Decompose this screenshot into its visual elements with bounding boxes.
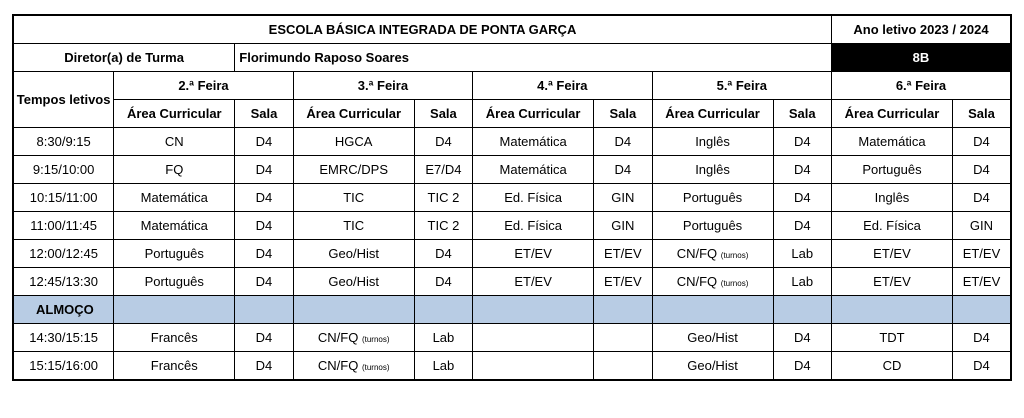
day-header: 2.ª Feira	[114, 72, 293, 100]
subject-cell	[114, 128, 235, 156]
subject-cell	[473, 128, 594, 156]
room-cell: D4	[773, 184, 831, 212]
day-header: 5.ª Feira	[652, 72, 831, 100]
subject-cell	[473, 184, 594, 212]
room-cell: D4	[773, 128, 831, 156]
subject-cell	[114, 324, 235, 352]
room-column-header: Sala	[773, 100, 831, 128]
subject-name: Português	[862, 162, 922, 177]
subject-name: Matemática	[140, 218, 208, 233]
lunch-cell	[831, 296, 952, 324]
subject-name: Geo/Hist	[328, 274, 379, 289]
room-cell: ET/EV	[594, 268, 652, 296]
room-cell: D4	[235, 212, 293, 240]
subject-name: CD	[882, 358, 902, 373]
subject-name: Matemática	[858, 134, 926, 149]
room-cell: D4	[594, 156, 652, 184]
subject-cell	[473, 268, 594, 296]
subject-name: Português	[144, 246, 204, 261]
time-slot: 10:15/11:00	[13, 184, 114, 212]
subject-cell	[114, 156, 235, 184]
room-cell: D4	[235, 352, 293, 381]
schedule-row	[13, 352, 1011, 381]
time-slot: 12:45/13:30	[13, 268, 114, 296]
subject-name: Inglês	[695, 134, 730, 149]
subject-note: (turnos)	[361, 335, 390, 344]
subject-cell	[831, 212, 952, 240]
subject-cell	[652, 128, 773, 156]
subject-cell	[114, 212, 235, 240]
subject-name: Matemática	[499, 162, 567, 177]
subject-name: EMRC/DPS	[319, 162, 389, 177]
lunch-cell	[293, 296, 414, 324]
schedule-row	[13, 324, 1011, 352]
subject-column-header: Área Curricular	[473, 100, 594, 128]
schedule-row	[13, 240, 1011, 268]
subject-name: ET/EV	[514, 274, 552, 289]
subject-cell	[473, 324, 594, 352]
subject-name: ET/EV	[873, 274, 911, 289]
subject-name: CN/FQ	[676, 274, 718, 289]
subject-name: Português	[682, 218, 743, 233]
subject-name: Geo/Hist	[687, 330, 738, 345]
time-slot: 14:30/15:15	[13, 324, 114, 352]
subject-name: Geo/Hist	[687, 358, 738, 373]
subject-cell	[473, 212, 594, 240]
room-cell: D4	[594, 128, 652, 156]
subject-cell	[473, 240, 594, 268]
room-cell: D4	[773, 212, 831, 240]
subject-cell	[293, 184, 414, 212]
room-cell: D4	[235, 240, 293, 268]
room-column-header: Sala	[235, 100, 293, 128]
subject-name: TIC	[343, 218, 365, 233]
subject-note: (turnos)	[720, 251, 749, 260]
subject-name: Português	[682, 190, 743, 205]
room-cell: TIC 2	[414, 184, 472, 212]
room-cell	[594, 324, 652, 352]
subject-name: Matemática	[499, 134, 567, 149]
subject-cell	[293, 128, 414, 156]
subject-cell	[293, 240, 414, 268]
lunch-cell	[952, 296, 1011, 324]
subject-name: Inglês	[695, 162, 730, 177]
day-header: 3.ª Feira	[293, 72, 472, 100]
subject-cell	[114, 240, 235, 268]
room-cell: Lab	[773, 268, 831, 296]
room-cell: TIC 2	[414, 212, 472, 240]
subject-cell	[831, 324, 952, 352]
subject-column-header: Área Curricular	[652, 100, 773, 128]
room-cell: ET/EV	[594, 240, 652, 268]
subject-name: Ed. Física	[504, 190, 563, 205]
lunch-cell	[473, 296, 594, 324]
time-slot: 11:00/11:45	[13, 212, 114, 240]
room-cell: D4	[952, 352, 1011, 381]
lunch-cell	[414, 296, 472, 324]
subject-name: HGCA	[334, 134, 373, 149]
room-cell: D4	[235, 324, 293, 352]
room-cell: D4	[773, 324, 831, 352]
subject-cell	[293, 212, 414, 240]
room-cell: Lab	[414, 324, 472, 352]
room-column-header: Sala	[594, 100, 652, 128]
lunch-cell	[773, 296, 831, 324]
class-badge: 8B	[831, 44, 1011, 72]
room-cell: ET/EV	[952, 268, 1011, 296]
lunch-label: ALMOÇO	[13, 296, 114, 324]
subject-cell	[114, 352, 235, 381]
room-cell: GIN	[594, 212, 652, 240]
subject-cell	[652, 156, 773, 184]
subject-cell	[652, 268, 773, 296]
schedule-row	[13, 268, 1011, 296]
director-label: Diretor(a) de Turma	[13, 44, 235, 72]
schedule-row	[13, 212, 1011, 240]
subject-name: Ed. Física	[504, 218, 563, 233]
subject-cell	[831, 128, 952, 156]
subject-column-header: Área Curricular	[831, 100, 952, 128]
room-cell: D4	[773, 156, 831, 184]
room-cell: ET/EV	[952, 240, 1011, 268]
subject-cell	[831, 184, 952, 212]
day-header: 6.ª Feira	[831, 72, 1011, 100]
room-cell: D4	[235, 128, 293, 156]
room-cell: D4	[952, 128, 1011, 156]
subject-cell	[652, 324, 773, 352]
schedule-row	[13, 156, 1011, 184]
schedule-row	[13, 128, 1011, 156]
time-slot: 9:15/10:00	[13, 156, 114, 184]
room-cell: D4	[235, 184, 293, 212]
school-name: ESCOLA BÁSICA INTEGRADA DE PONTA GARÇA	[13, 15, 831, 44]
subject-name: Inglês	[874, 190, 910, 205]
room-column-header: Sala	[952, 100, 1011, 128]
lunch-row	[13, 296, 1011, 324]
subject-cell	[831, 352, 952, 381]
subject-name: Francês	[150, 330, 198, 345]
lunch-cell	[594, 296, 652, 324]
subject-name: Matemática	[140, 190, 208, 205]
room-cell: D4	[235, 268, 293, 296]
subject-name: Geo/Hist	[328, 246, 379, 261]
room-cell: D4	[414, 240, 472, 268]
schedule-row	[13, 184, 1011, 212]
subject-name: CN	[164, 134, 184, 149]
room-cell: D4	[773, 352, 831, 381]
room-cell: D4	[414, 268, 472, 296]
room-cell: D4	[952, 324, 1011, 352]
room-cell	[594, 352, 652, 381]
time-slot: 15:15/16:00	[13, 352, 114, 381]
room-cell: E7/D4	[414, 156, 472, 184]
room-cell: GIN	[594, 184, 652, 212]
school-year: Ano letivo 2023 / 2024	[831, 15, 1011, 44]
subject-name: Português	[144, 274, 204, 289]
lunch-cell	[114, 296, 235, 324]
time-slot: 8:30/9:15	[13, 128, 114, 156]
subject-cell	[652, 240, 773, 268]
subject-cell	[473, 352, 594, 381]
lunch-cell	[652, 296, 773, 324]
day-header: 4.ª Feira	[473, 72, 652, 100]
subject-cell	[293, 156, 414, 184]
room-cell: GIN	[952, 212, 1011, 240]
subject-name: TIC	[343, 190, 365, 205]
room-cell: D4	[235, 156, 293, 184]
subject-name: Ed. Física	[863, 218, 921, 233]
schedule-table	[12, 14, 1012, 381]
room-column-header: Sala	[414, 100, 472, 128]
subject-cell	[293, 268, 414, 296]
subject-name: CN/FQ	[317, 330, 359, 345]
subject-cell	[114, 268, 235, 296]
subject-cell	[652, 352, 773, 381]
room-cell: D4	[952, 184, 1011, 212]
subject-cell	[652, 184, 773, 212]
room-cell: Lab	[773, 240, 831, 268]
time-header: Tempos letivos	[13, 72, 114, 128]
subject-cell	[473, 156, 594, 184]
subject-name: CN/FQ	[676, 246, 718, 261]
subject-name: ET/EV	[514, 246, 552, 261]
subject-name: FQ	[165, 162, 184, 177]
subject-name: TDT	[879, 330, 905, 345]
subject-name: ET/EV	[873, 246, 911, 261]
subject-note: (turnos)	[361, 363, 390, 372]
subject-column-header: Área Curricular	[114, 100, 235, 128]
director-name: Florimundo Raposo Soares	[235, 44, 832, 72]
time-slot: 12:00/12:45	[13, 240, 114, 268]
room-cell: Lab	[414, 352, 472, 381]
room-cell: D4	[952, 156, 1011, 184]
subject-cell	[293, 352, 414, 381]
subject-note: (turnos)	[720, 279, 749, 288]
subject-column-header: Área Curricular	[293, 100, 414, 128]
subject-cell	[831, 268, 952, 296]
subject-cell	[831, 240, 952, 268]
subject-name: Francês	[150, 358, 198, 373]
subject-cell	[652, 212, 773, 240]
subject-cell	[114, 184, 235, 212]
subject-cell	[293, 324, 414, 352]
subject-name: CN/FQ	[317, 358, 359, 373]
lunch-cell	[235, 296, 293, 324]
subject-cell	[831, 156, 952, 184]
room-cell: D4	[414, 128, 472, 156]
